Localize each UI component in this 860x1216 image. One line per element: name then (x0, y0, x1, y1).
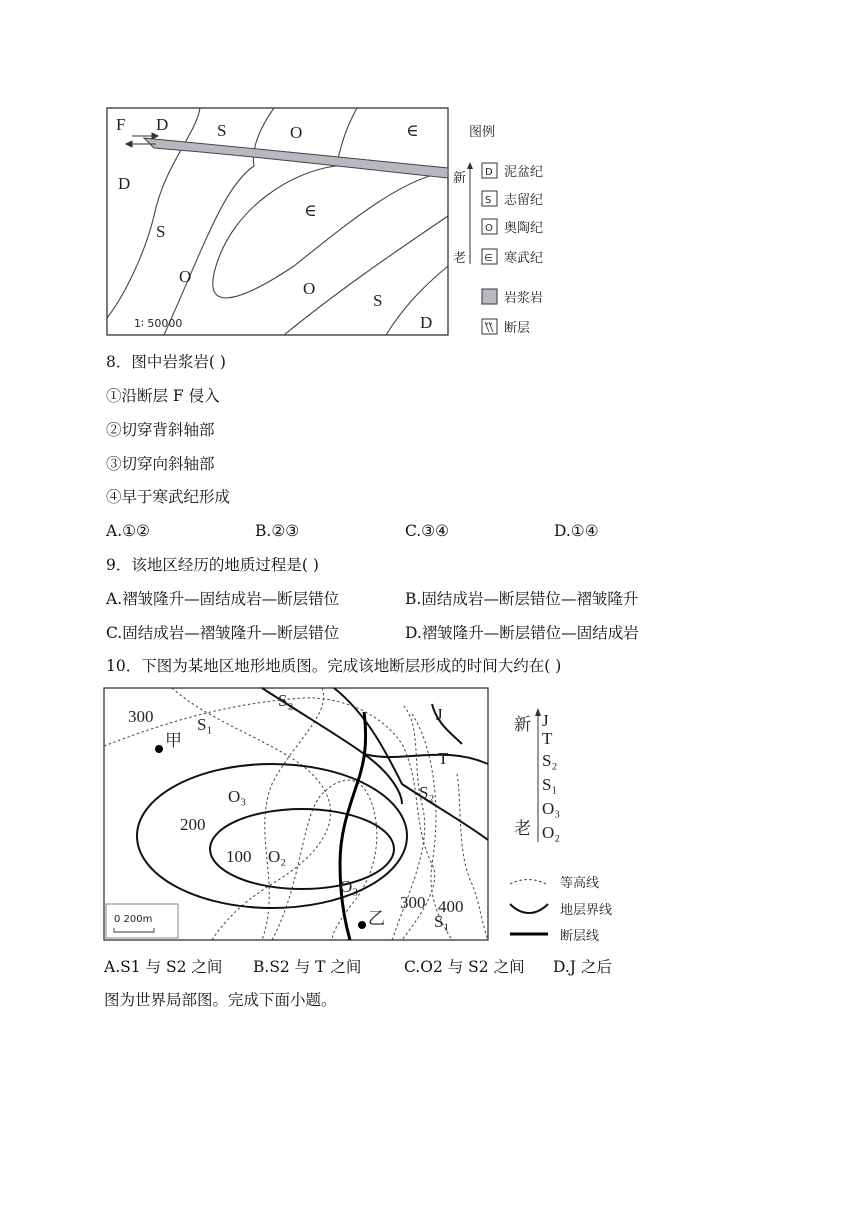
legend-contour: 等高线 (560, 876, 600, 891)
label-D-top: D (156, 115, 169, 134)
q9-option-b[interactable]: B.固结成岩—断层错位—褶皱隆升 (405, 590, 639, 608)
geologic-map-1 (104, 106, 564, 338)
legend-boundary: 地层界线 (560, 903, 613, 918)
stratum-J: J (542, 711, 549, 730)
stratum-S1: S₁ (542, 775, 558, 794)
legend-symbol-O: O (485, 223, 493, 234)
q9-stem: 9．该地区经历的地质过程是( ) (106, 556, 319, 574)
q8-option-b[interactable]: B.②③ (255, 522, 300, 540)
q10-option-b[interactable]: B.S2 与 T 之间 (253, 958, 362, 976)
map2-scale: 0 200m (114, 914, 153, 925)
legend-label-ordovician: 奥陶纪 (504, 221, 544, 236)
legend-swatch-fault (482, 319, 497, 334)
q9-option-a[interactable]: A.褶皱隆升—固结成岩—断层错位 (106, 590, 340, 608)
q9-option-d[interactable]: D.褶皱隆升—断层错位—固结成岩 (405, 624, 639, 642)
q8-stem: 8．图中岩浆岩( ) (106, 353, 226, 371)
stratum-O2: O₂ (542, 823, 561, 842)
q10-stem: 10．下图为某地区地形地质图。完成该地断层形成的时间大约在( ) (106, 657, 562, 675)
stratum-O3: O₃ (542, 799, 561, 818)
point-yi (358, 921, 366, 929)
legend-symbol-cambrian: ∈ (484, 253, 493, 264)
q8-item-2: ②切穿背斜轴部 (106, 421, 215, 439)
q8-item-1: ①沿断层 F 侵入 (106, 387, 220, 405)
legend-boundary-symbol (510, 904, 548, 913)
label-contour-300-tl: 300 (128, 707, 154, 726)
label-cam-top: ∈ (406, 121, 419, 140)
legend-label-fault: 断层 (504, 321, 531, 336)
q10-option-c[interactable]: C.O2 与 S2 之间 (404, 958, 525, 976)
label-S-top: S (217, 121, 227, 140)
label-O2: O₂ (268, 847, 287, 866)
label-O3-left: O₃ (228, 787, 247, 806)
legend-contour-symbol (510, 880, 546, 885)
label-O-bottom: O (303, 279, 316, 298)
label-D-left: D (118, 174, 131, 193)
label-F: F (116, 115, 126, 134)
label-O-top: O (290, 123, 303, 142)
q9-option-c[interactable]: C.固结成岩—褶皱隆升—断层错位 (106, 624, 340, 642)
axis-new-2: 新 (514, 715, 531, 734)
label-contour-200: 200 (180, 815, 206, 834)
label-contour-100: 100 (226, 847, 252, 866)
stratum-S2: S₂ (542, 751, 558, 770)
point-jia (155, 745, 163, 753)
map-scale: 1∶ 50000 (134, 317, 183, 330)
q8-option-d[interactable]: D.①④ (554, 522, 599, 540)
topographic-geologic-map-2 (102, 684, 622, 946)
legend-fault: 断层线 (560, 929, 600, 944)
label-cam-center: ∈ (304, 201, 317, 220)
legend-items (482, 163, 543, 336)
q8-item-4: ④早于寒武纪形成 (106, 488, 231, 506)
label-S-bottom: S (373, 291, 383, 310)
q10-option-d[interactable]: D.J 之后 (553, 958, 612, 976)
label-T: T (438, 749, 449, 768)
legend-label-magma: 岩浆岩 (504, 291, 544, 306)
stratum-T: T (542, 729, 553, 748)
q8-item-3: ③切穿向斜轴部 (106, 455, 215, 473)
label-jia: 甲 (165, 731, 182, 750)
q8-option-a[interactable]: A.①② (106, 522, 150, 540)
footer-instruction: 图为世界局部图。完成下面小题。 (104, 991, 337, 1009)
label-J: J (436, 705, 443, 724)
label-D-bottom: D (420, 313, 433, 332)
label-S1-top: S₁ (197, 715, 213, 734)
legend-swatch-magma (482, 289, 497, 304)
axis-old-2: 老 (514, 819, 531, 838)
legend-title: 图例 (469, 125, 496, 140)
label-yi: 乙 (368, 909, 385, 928)
label-contour-400: 400 (438, 897, 464, 916)
axis-old: 老 (453, 251, 467, 266)
label-O3-bottom: O₃ (340, 877, 359, 896)
label-S-left: S (156, 222, 166, 241)
label-S2-right: S₂ (419, 783, 435, 802)
legend-label-devonian: 泥盆纪 (504, 165, 544, 180)
legend-symbol-D: D (485, 167, 493, 178)
label-S1-br: S₁ (434, 912, 450, 931)
q8-option-c[interactable]: C.③④ (405, 522, 450, 540)
legend-label-silurian: 志留纪 (504, 193, 544, 208)
legend-label-cambrian: 寒武纪 (504, 251, 544, 266)
label-S2-top: S₂ (278, 691, 294, 710)
legend-symbol-S: S (485, 195, 492, 206)
q10-option-a[interactable]: A.S1 与 S2 之间 (104, 958, 223, 976)
label-contour-300-br: 300 (400, 893, 426, 912)
axis-new: 新 (453, 171, 467, 186)
label-O-left: O (179, 267, 192, 286)
